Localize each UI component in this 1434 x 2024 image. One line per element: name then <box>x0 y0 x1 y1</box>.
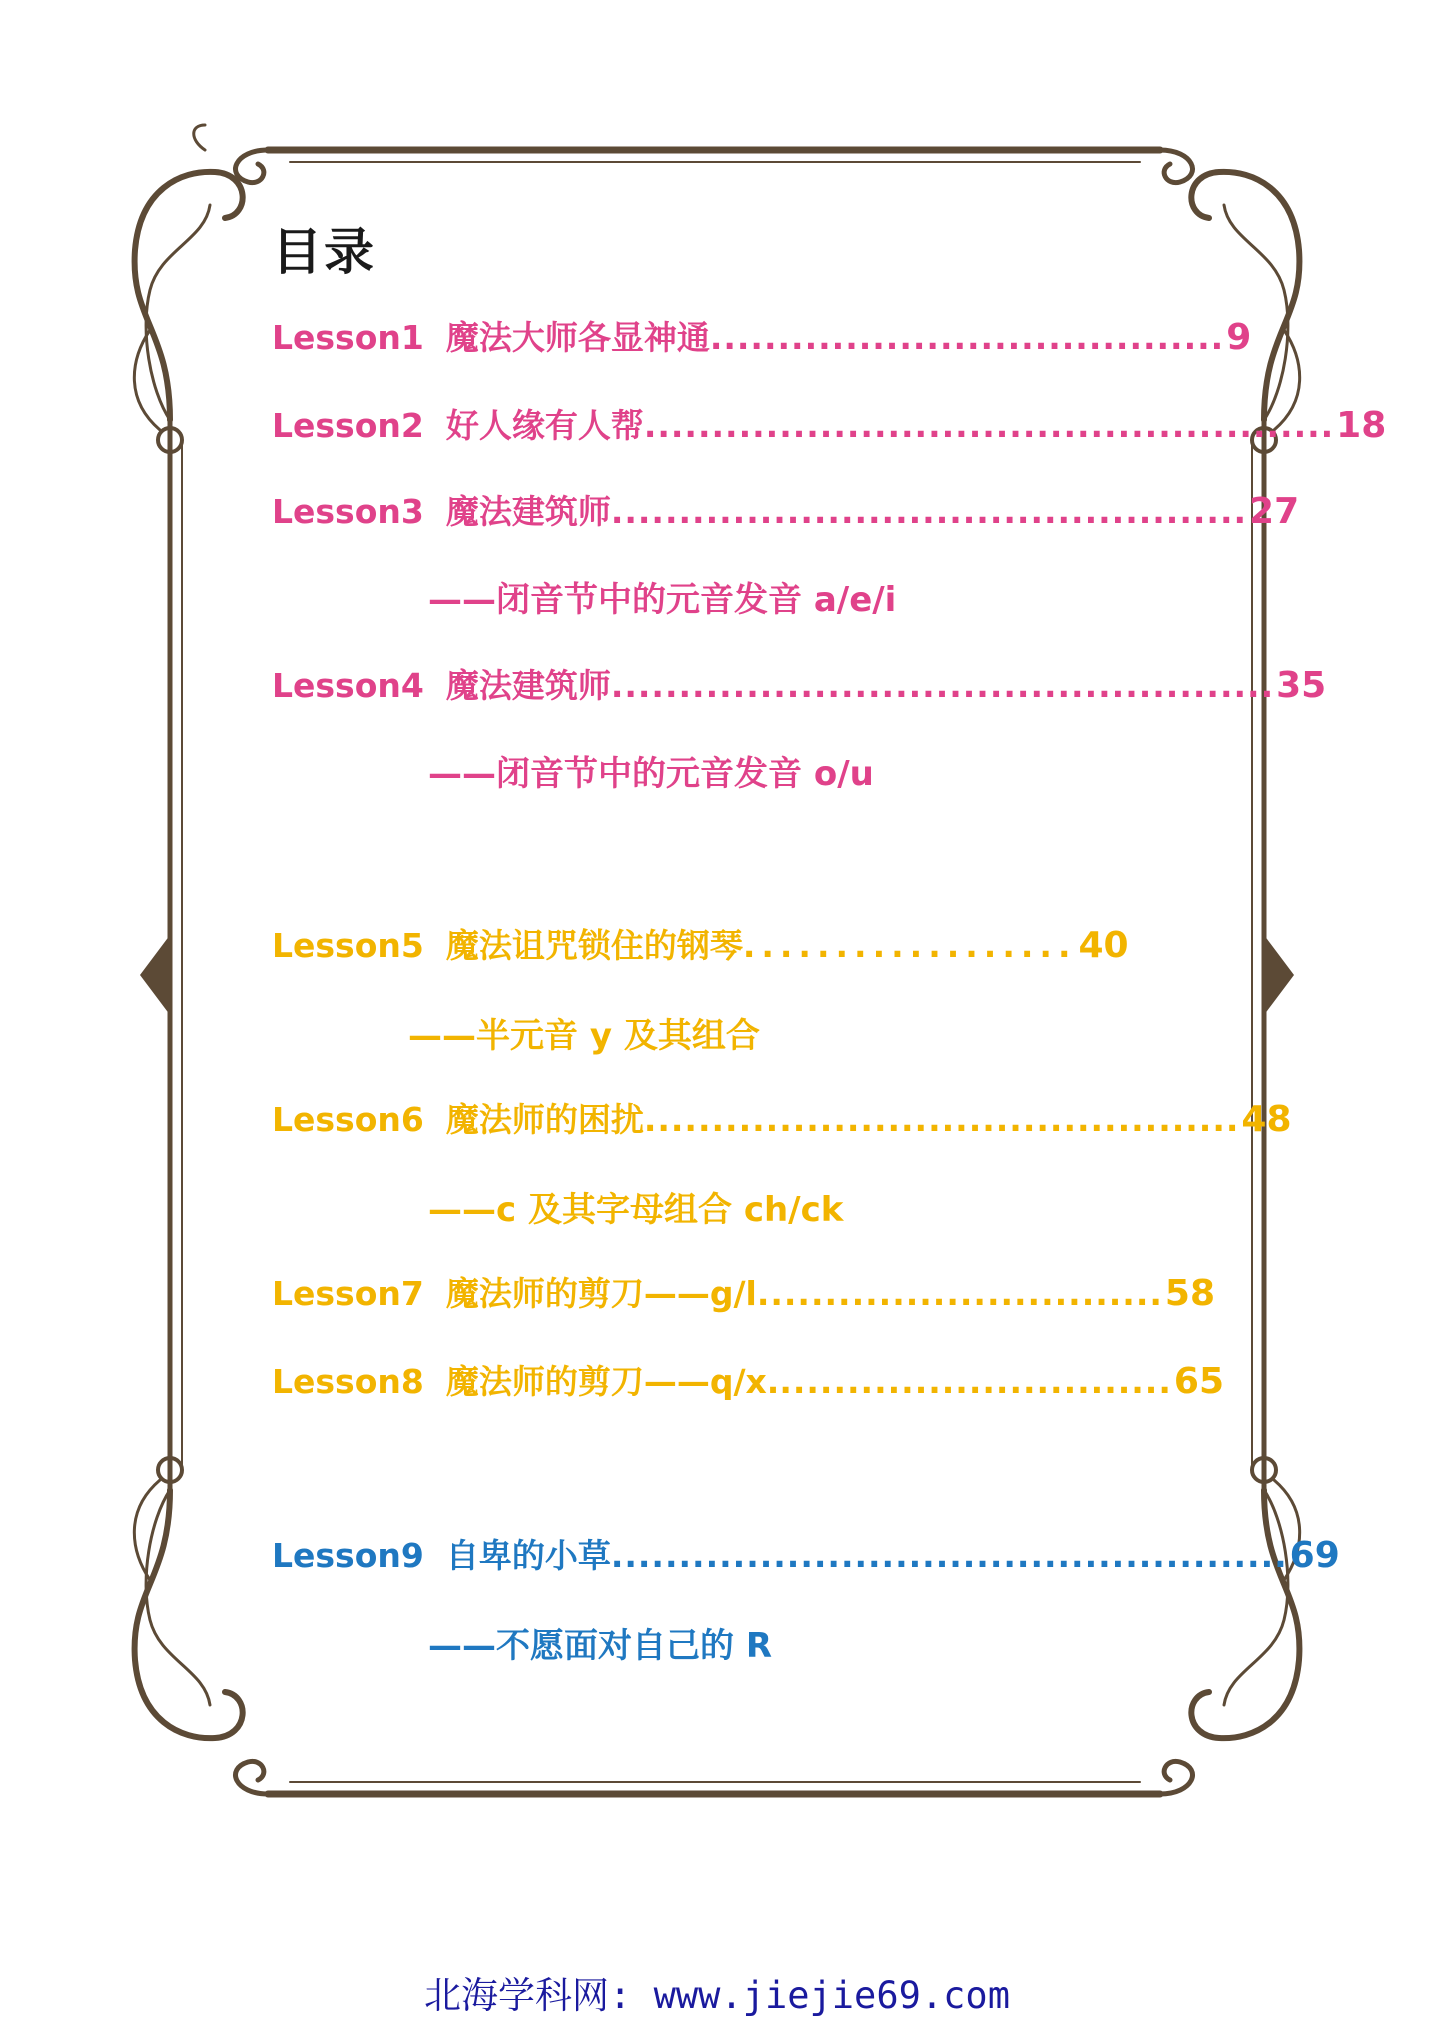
lesson-topic: 魔法大师各显神通 <box>445 318 710 357</box>
page-number: 18 <box>1336 405 1387 446</box>
lesson-subtitle: ——c 及其字母组合 ch/ck <box>428 1190 844 1230</box>
lesson-number: Lesson8 <box>272 1362 424 1401</box>
lesson-number: Lesson7 <box>272 1274 424 1313</box>
lesson-number: Lesson2 <box>272 406 424 445</box>
page-number: 65 <box>1173 1361 1224 1402</box>
toc-entry-lesson3[interactable] <box>272 486 1300 533</box>
lesson-subtitle: ——闭音节中的元音发音 o/u <box>428 754 874 794</box>
leader-dots: ............................................ <box>643 1100 1240 1139</box>
page-number: 69 <box>1289 1535 1340 1576</box>
lesson-topic: 好人缘有人帮 <box>445 406 644 445</box>
lesson-subtitle: ——半元音 y 及其组合 <box>408 1016 760 1056</box>
lesson-number: Lesson4 <box>272 666 424 705</box>
lesson-topic: 魔法师的困扰 <box>445 1100 644 1139</box>
lesson-topic: 魔法建筑师 <box>445 492 611 531</box>
leader-dots: .................................................. <box>610 1536 1288 1575</box>
page-number: 27 <box>1249 491 1300 532</box>
page-number: 58 <box>1164 1273 1216 1314</box>
lesson-number: Lesson9 <box>272 1536 424 1575</box>
lesson-topic: 魔法师的剪刀——g/l <box>445 1274 757 1313</box>
leader-dots: ................................................. <box>610 666 1275 705</box>
leader-dots: ...................................... <box>709 318 1225 357</box>
leader-dots: ............................................... <box>610 492 1248 531</box>
page-number: 9 <box>1226 317 1252 358</box>
lesson-subtitle: ——不愿面对自己的 R <box>428 1626 773 1666</box>
page-title: 目录 <box>272 223 376 281</box>
lesson-number: Lesson3 <box>272 492 424 531</box>
toc-entry-lesson9[interactable] <box>272 1530 1340 1577</box>
lesson-topic: 自卑的小草 <box>445 1536 611 1575</box>
toc-entry-lesson7[interactable] <box>272 1268 1216 1315</box>
leader-dots: ................................................... <box>643 406 1335 445</box>
lesson-number: Lesson5 <box>272 926 424 965</box>
lesson-subtitle: ——闭音节中的元音发音 a/e/i <box>428 580 897 620</box>
footer-website[interactable]: 北海学科网: www.jiejie69.com <box>424 1974 1010 2017</box>
lesson-topic: 魔法建筑师 <box>445 666 611 705</box>
leader-dots: .............................. <box>756 1274 1163 1313</box>
toc-entry-lesson4[interactable] <box>272 660 1327 707</box>
lesson-number: Lesson6 <box>272 1100 424 1139</box>
toc-entry-lesson2[interactable] <box>272 400 1387 447</box>
toc-entry-lesson8[interactable] <box>272 1356 1224 1403</box>
page-number: 48 <box>1241 1099 1292 1140</box>
toc-entry-lesson5[interactable] <box>272 920 1129 967</box>
toc-entry-lesson1[interactable] <box>272 312 1252 359</box>
lesson-number: Lesson1 <box>272 318 424 357</box>
toc-entry-lesson6[interactable] <box>272 1094 1292 1141</box>
leader-dots: .................. <box>742 926 1077 965</box>
leader-dots: ............................. <box>779 1362 1172 1401</box>
lesson-topic: 魔法诅咒锁住的钢琴 <box>445 926 743 965</box>
page-number: 40 <box>1078 925 1129 966</box>
lesson-topic: 魔法师的剪刀——q/x. <box>445 1362 780 1401</box>
page-number: 35 <box>1276 665 1327 706</box>
